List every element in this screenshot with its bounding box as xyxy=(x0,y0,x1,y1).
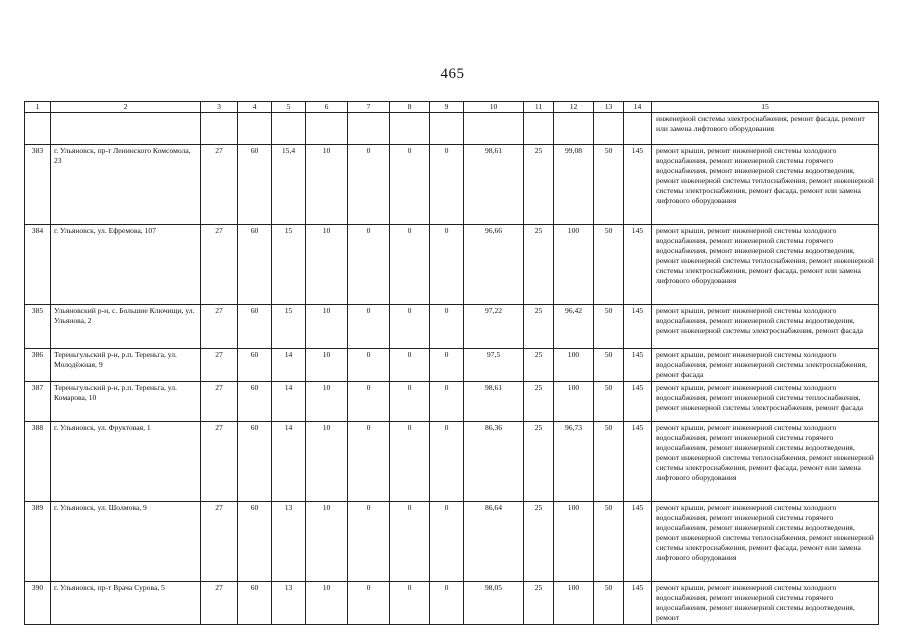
column-header: 2 xyxy=(51,102,201,113)
col12-cell: 96,73 xyxy=(554,422,594,502)
works-cell: ремонт крыши, ремонт инженерной системы холодного водоснабжения, ремонт инженерной системы горячего водоснабжения, ремонт инженерной системы водоотведения, ремонт xyxy=(652,582,879,625)
col6-cell: 10 xyxy=(306,145,348,225)
works-cell: ремонт крыши, ремонт инженерной системы холодного водоснабжения, ремонт инженерной системы горячего водоснабжения, ремонт инженерной системы водоотведения, ремонт инженерной системы теплоснабжения, ремонт инженерной системы электроснабжения, ремонт фасада, ремонт или замена лифтового оборудования xyxy=(652,422,879,502)
column-header: 6 xyxy=(306,102,348,113)
address-cell: Тереньгульский р-н, р.п. Тереньга, ул. Молодёжная, 9 xyxy=(51,349,201,382)
col4-cell: 60 xyxy=(238,502,272,582)
col13-cell: 50 xyxy=(594,305,624,349)
row-number-cell: 386 xyxy=(25,349,51,382)
col14-cell: 145 xyxy=(624,145,652,225)
table-row xyxy=(25,225,879,305)
col8-cell: 0 xyxy=(390,305,430,349)
col13-cell: 50 xyxy=(594,382,624,422)
row-number-cell: 389 xyxy=(25,502,51,582)
col12-cell: 100 xyxy=(554,502,594,582)
col5-cell: 14 xyxy=(272,349,306,382)
col4-cell: 60 xyxy=(238,582,272,625)
col7-cell: 0 xyxy=(348,145,390,225)
col12-cell: 100 xyxy=(554,349,594,382)
col7-cell: 0 xyxy=(348,582,390,625)
col10-cell: 97,5 xyxy=(464,349,524,382)
col11-cell: 25 xyxy=(524,502,554,582)
works-cell: ремонт крыши, ремонт инженерной системы холодного водоснабжения, ремонт инженерной системы горячего водоснабжения, ремонт инженерной системы водоотведения, ремонт инженерной системы теплоснабжения, ремонт инженерной системы электроснабжения, ремонт фасада, ремонт или замена лифтового оборудования xyxy=(652,145,879,225)
col3-cell: 27 xyxy=(201,382,238,422)
col11-cell: 25 xyxy=(524,382,554,422)
col13-cell: 50 xyxy=(594,225,624,305)
row-number-cell: 390 xyxy=(25,582,51,625)
col11-cell: 25 xyxy=(524,225,554,305)
column-header: 12 xyxy=(554,102,594,113)
col7-cell: 0 xyxy=(348,502,390,582)
col9-cell: 0 xyxy=(430,145,464,225)
row-number-cell: 384 xyxy=(25,225,51,305)
address-cell: г. Ульяновск, ул. Ефремова, 107 xyxy=(51,225,201,305)
col7-cell: 0 xyxy=(348,422,390,502)
col10-cell: 86,64 xyxy=(464,502,524,582)
col9-cell: 0 xyxy=(430,225,464,305)
address-cell: г. Ульяновск, ул. Шолмова, 9 xyxy=(51,502,201,582)
col5-cell: 14 xyxy=(272,422,306,502)
col12-cell: 99,08 xyxy=(554,145,594,225)
column-header: 3 xyxy=(201,102,238,113)
column-header: 13 xyxy=(594,102,624,113)
column-header: 15 xyxy=(652,102,879,113)
col5-cell: 15,4 xyxy=(272,145,306,225)
col14-cell: 145 xyxy=(624,305,652,349)
row-number-cell: 383 xyxy=(25,145,51,225)
col3-cell: 27 xyxy=(201,422,238,502)
col4-cell: 60 xyxy=(238,349,272,382)
column-header: 14 xyxy=(624,102,652,113)
col14-cell: 145 xyxy=(624,422,652,502)
col4-cell: 60 xyxy=(238,422,272,502)
col12-cell: 100 xyxy=(554,582,594,625)
col10-cell: 86,36 xyxy=(464,422,524,502)
continuation-row xyxy=(25,113,879,145)
column-header: 4 xyxy=(238,102,272,113)
col11-cell: 25 xyxy=(524,145,554,225)
col5-cell: 13 xyxy=(272,502,306,582)
col14-cell: 145 xyxy=(624,225,652,305)
works-cell: ремонт крыши, ремонт инженерной системы холодного водоснабжения, ремонт инженерной системы электроснабжения, ремонт фасада xyxy=(652,349,879,382)
column-header: 1 xyxy=(25,102,51,113)
col7-cell: 0 xyxy=(348,225,390,305)
table-row xyxy=(25,502,879,582)
col4-cell: 60 xyxy=(238,305,272,349)
col10-cell: 98,61 xyxy=(464,145,524,225)
col8-cell: 0 xyxy=(390,349,430,382)
header-row xyxy=(25,102,879,113)
table-row xyxy=(25,582,879,625)
col9-cell: 0 xyxy=(430,582,464,625)
col4-cell: 60 xyxy=(238,382,272,422)
row-number-cell: 388 xyxy=(25,422,51,502)
address-cell: Тереньгульский р-н, р.п. Тереньга, ул. Комарова, 10 xyxy=(51,382,201,422)
col6-cell: 10 xyxy=(306,582,348,625)
col11-cell: 25 xyxy=(524,582,554,625)
page-number: 465 xyxy=(440,66,465,82)
col5-cell: 13 xyxy=(272,582,306,625)
col9-cell: 0 xyxy=(430,422,464,502)
col6-cell: 10 xyxy=(306,225,348,305)
address-cell: г. Ульяновск, пр-т Ленинского Комсомола, 23 xyxy=(51,145,201,225)
column-header: 8 xyxy=(390,102,430,113)
works-cell: ремонт крыши, ремонт инженерной системы холодного водоснабжения, ремонт инженерной системы теплоснабжения, ремонт инженерной системы электроснабжения, ремонт фасада xyxy=(652,382,879,422)
col10-cell: 98,05 xyxy=(464,582,524,625)
works-cell: ремонт крыши, ремонт инженерной системы холодного водоснабжения, ремонт инженерной системы водоотведения, ремонт инженерной системы электроснабжения, ремонт фасада xyxy=(652,305,879,349)
col14-cell: 145 xyxy=(624,349,652,382)
col13-cell: 50 xyxy=(594,422,624,502)
repair-schedule-table xyxy=(24,101,879,625)
col13-cell: 50 xyxy=(594,349,624,382)
col8-cell: 0 xyxy=(390,145,430,225)
address-cell: г. Ульяновск, ул. Фруктовая, 1 xyxy=(51,422,201,502)
col6-cell: 10 xyxy=(306,422,348,502)
col9-cell: 0 xyxy=(430,305,464,349)
col3-cell: 27 xyxy=(201,305,238,349)
col6-cell: 10 xyxy=(306,305,348,349)
col7-cell: 0 xyxy=(348,305,390,349)
table-row xyxy=(25,382,879,422)
col6-cell: 10 xyxy=(306,382,348,422)
address-cell: Ульяновский р-н, с. Большие Ключищи, ул. Ульянова, 2 xyxy=(51,305,201,349)
table-row xyxy=(25,349,879,382)
row-number-cell: 387 xyxy=(25,382,51,422)
col3-cell: 27 xyxy=(201,145,238,225)
col9-cell: 0 xyxy=(430,349,464,382)
col8-cell: 0 xyxy=(390,225,430,305)
col3-cell: 27 xyxy=(201,502,238,582)
col7-cell: 0 xyxy=(348,382,390,422)
col3-cell: 27 xyxy=(201,349,238,382)
col8-cell: 0 xyxy=(390,422,430,502)
col12-cell: 100 xyxy=(554,225,594,305)
col3-cell: 27 xyxy=(201,225,238,305)
col14-cell: 145 xyxy=(624,382,652,422)
col13-cell: 50 xyxy=(594,145,624,225)
col14-cell: 145 xyxy=(624,582,652,625)
column-header: 5 xyxy=(272,102,306,113)
col10-cell: 97,22 xyxy=(464,305,524,349)
table-row xyxy=(25,422,879,502)
col10-cell: 96,66 xyxy=(464,225,524,305)
works-cell: инженерной системы электроснабжения, ремонт фасада, ремонт или замена лифтового оборудования xyxy=(652,113,879,145)
col9-cell: 0 xyxy=(430,502,464,582)
column-header: 9 xyxy=(430,102,464,113)
col4-cell: 60 xyxy=(238,145,272,225)
col12-cell: 100 xyxy=(554,382,594,422)
col5-cell: 15 xyxy=(272,305,306,349)
col10-cell: 98,61 xyxy=(464,382,524,422)
col13-cell: 50 xyxy=(594,502,624,582)
column-header: 10 xyxy=(464,102,524,113)
col8-cell: 0 xyxy=(390,582,430,625)
col5-cell: 14 xyxy=(272,382,306,422)
col8-cell: 0 xyxy=(390,502,430,582)
col3-cell: 27 xyxy=(201,582,238,625)
col6-cell: 10 xyxy=(306,502,348,582)
col12-cell: 96,42 xyxy=(554,305,594,349)
col9-cell: 0 xyxy=(430,382,464,422)
col11-cell: 25 xyxy=(524,305,554,349)
works-cell: ремонт крыши, ремонт инженерной системы холодного водоснабжения, ремонт инженерной системы горячего водоснабжения, ремонт инженерной системы водоотведения, ремонт инженерной системы теплоснабжения, ремонт инженерной системы электроснабжения, ремонт фасада, ремонт или замена лифтового оборудования xyxy=(652,225,879,305)
col11-cell: 25 xyxy=(524,422,554,502)
col13-cell: 50 xyxy=(594,582,624,625)
row-number-cell: 385 xyxy=(25,305,51,349)
col4-cell: 60 xyxy=(238,225,272,305)
col14-cell: 145 xyxy=(624,502,652,582)
column-header: 7 xyxy=(348,102,390,113)
address-cell: г. Ульяновск, пр-т Врача Сурова, 5 xyxy=(51,582,201,625)
works-cell: ремонт крыши, ремонт инженерной системы холодного водоснабжения, ремонт инженерной системы горячего водоснабжения, ремонт инженерной системы водоотведения, ремонт инженерной системы теплоснабжения, ремонт инженерной системы электроснабжения, ремонт фасада, ремонт или замена лифтового оборудования xyxy=(652,502,879,582)
col11-cell: 25 xyxy=(524,349,554,382)
table-row xyxy=(25,305,879,349)
col5-cell: 15 xyxy=(272,225,306,305)
col8-cell: 0 xyxy=(390,382,430,422)
col7-cell: 0 xyxy=(348,349,390,382)
table-row xyxy=(25,145,879,225)
column-header: 11 xyxy=(524,102,554,113)
col6-cell: 10 xyxy=(306,349,348,382)
